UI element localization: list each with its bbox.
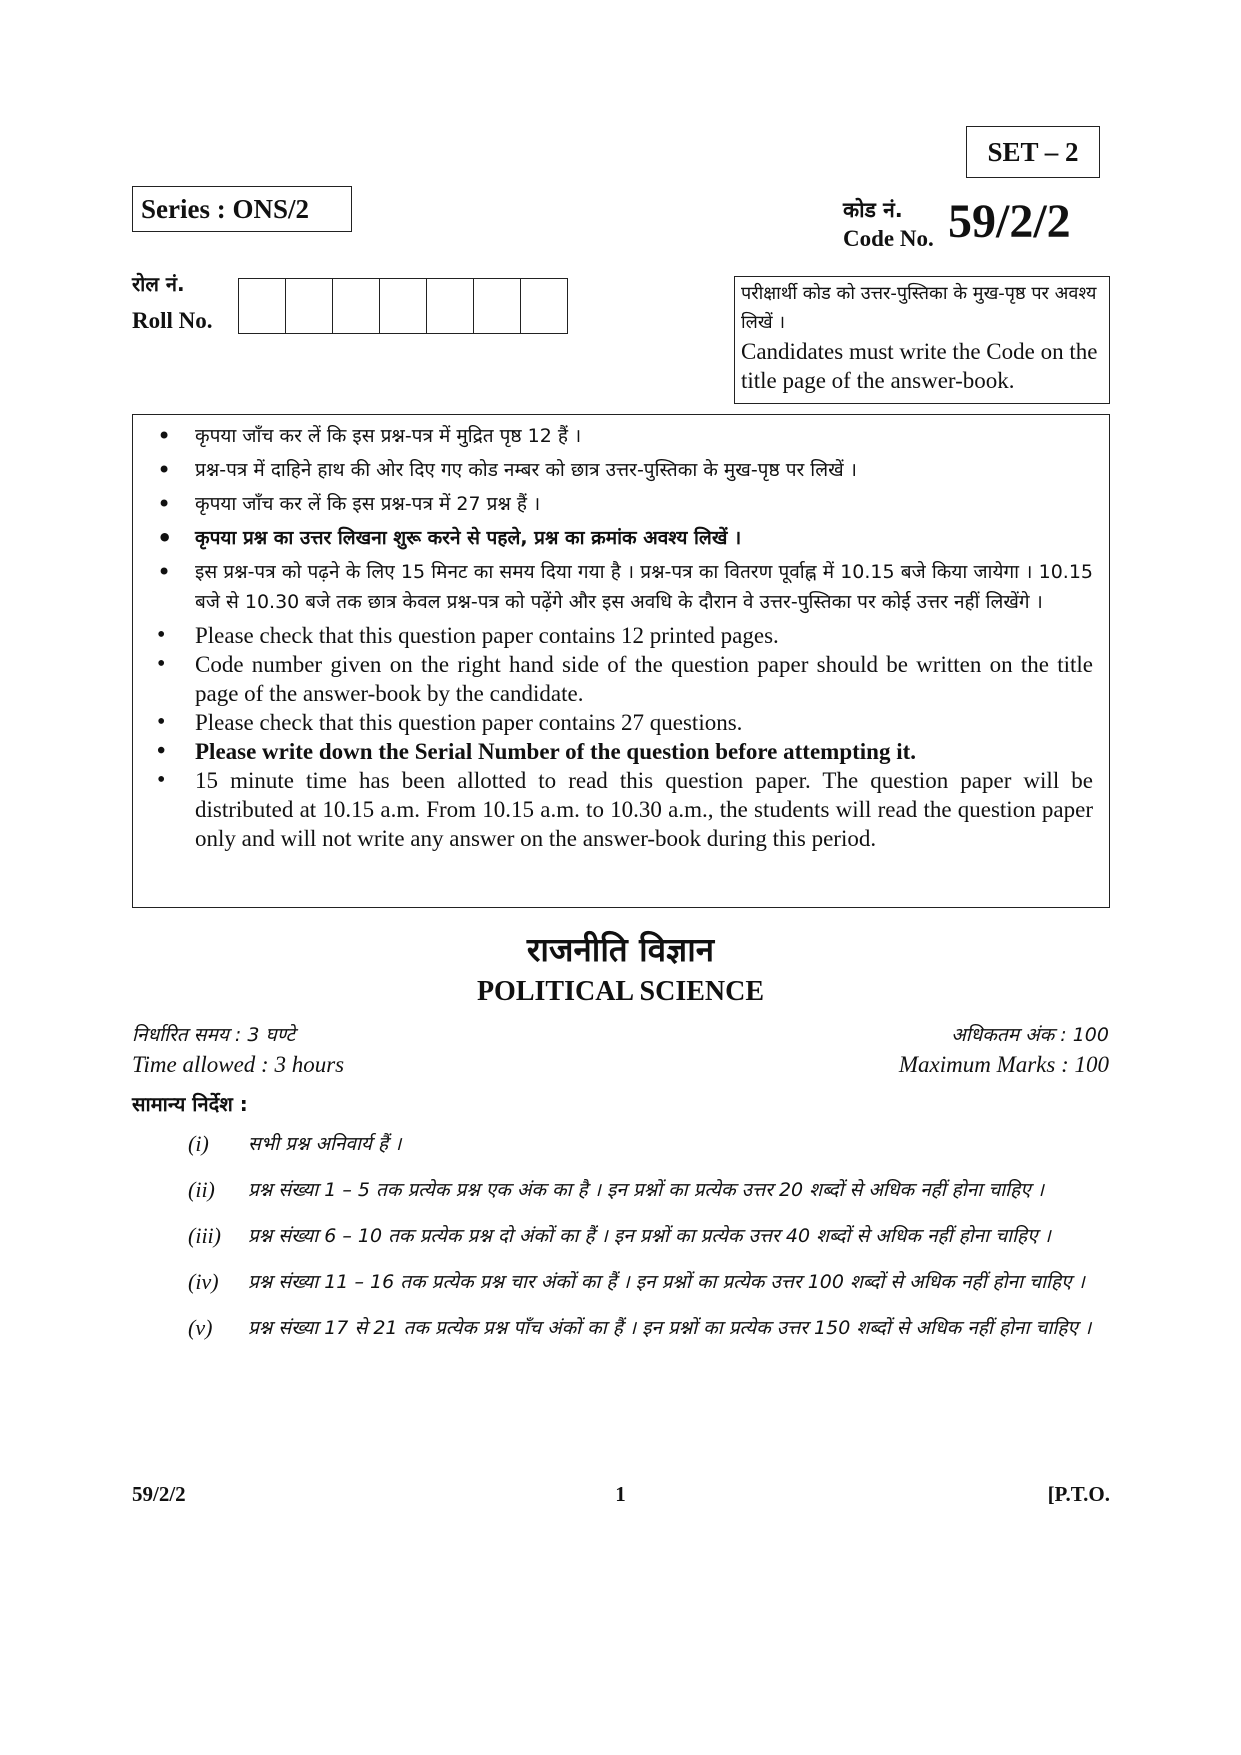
instruction-item: • कृपया जाँच कर लें कि इस प्रश्न-पत्र में मुद्रित पृष्ठ 12 हैं । — [149, 421, 1093, 451]
roll-number-cell[interactable] — [286, 279, 333, 333]
subject-title-hindi: राजनीति विज्ञान — [526, 930, 715, 969]
time-allowed-hindi: निर्धारित समय : 3 घण्टे — [132, 1024, 296, 1046]
subject-title-english: POLITICAL SCIENCE — [476, 976, 765, 1007]
general-instruction-item — [188, 1266, 1110, 1298]
general-instruction-item — [188, 1128, 1110, 1160]
code-label-hindi: कोड नं. — [843, 198, 903, 222]
instruction-item: • Please check that this question paper contains 27 questions. — [149, 708, 1093, 737]
instruction-item: • Please check that this question paper contains 12 printed pages. — [149, 621, 1093, 650]
max-marks-english: Maximum Marks : 100 — [898, 1052, 1109, 1077]
general-instructions-list — [188, 1128, 1110, 1358]
roll-label-hindi: रोल नं. — [132, 272, 185, 296]
general-instruction-number: (i) — [188, 1131, 209, 1156]
candidate-note-box — [734, 276, 1110, 404]
general-instruction-text: सभी प्रश्न अनिवार्य हैं । — [248, 1133, 402, 1155]
general-instruction-text: प्रश्न संख्या 17 से 21 तक प्रत्येक प्रश्न पाँच अंकों का हैं । इन प्रश्नों का प्रत्येक उत्तर 150 शब्दों से अधिक नहीं होना चाहिए । — [248, 1317, 1092, 1339]
roll-number-cell[interactable] — [521, 279, 568, 333]
code-number: 59/2/2 — [948, 195, 1071, 248]
instruction-item: • प्रश्न-पत्र में दाहिने हाथ की ओर दिए गए कोड नम्बर को छात्र उत्तर-पुस्तिका के मुख-पृष्ठ पर लिखें । — [149, 455, 1093, 485]
instruction-item: • कृपया प्रश्न का उत्तर लिखना शुरू करने से पहले, प्रश्न का क्रमांक अवश्य लिखें । — [149, 523, 1093, 553]
max-marks-hindi: अधिकतम अंक : 100 — [951, 1024, 1109, 1046]
general-instruction-number: (iii) — [188, 1223, 221, 1248]
instruction-item: • कृपया जाँच कर लें कि इस प्रश्न-पत्र में 27 प्रश्न हैं । — [149, 489, 1093, 519]
roll-number-cell[interactable] — [239, 279, 286, 333]
instruction-item: • Code number given on the right hand side of the question paper should be written on the title page of the answer-book by the candidate. — [149, 650, 1093, 708]
instructions-box — [132, 414, 1110, 908]
set-label: SET – 2 — [966, 126, 1100, 178]
roll-number-cell[interactable] — [474, 279, 521, 333]
candidate-note-english: Candidates must write the Code on the title page of the answer-book. — [741, 339, 1098, 393]
general-instruction-text: प्रश्न संख्या 11 – 16 तक प्रत्येक प्रश्न चार अंकों का हैं । इन प्रश्नों का प्रत्येक उत्तर 100 शब्दों से अधिक नहीं होना चाहिए । — [248, 1271, 1085, 1293]
roll-number-cell[interactable] — [380, 279, 427, 333]
instruction-item: • इस प्रश्न-पत्र को पढ़ने के लिए 15 मिनट का समय दिया गया है । प्रश्न-पत्र का वितरण पूर्वाह्न में 10.15 बजे किया जायेगा । 10.15 बजे से 10.30 बजे तक छात्र केवल प्रश्न-पत्र को पढ़ेंगे और इस अवधि के दौरान वे उत्तर-पुस्तिका पर कोई उत्तर नहीं लिखेंगे । — [149, 557, 1093, 617]
page-number: 1 — [615, 1482, 626, 1506]
general-instruction-item — [188, 1312, 1110, 1344]
general-instruction-item — [188, 1174, 1110, 1206]
pto-label: [P.T.O. — [1047, 1482, 1110, 1506]
general-instruction-text: प्रश्न संख्या 1 – 5 तक प्रत्येक प्रश्न एक अंक का है । इन प्रश्नों का प्रत्येक उत्तर 20 शब्दों से अधिक नहीं होना चाहिए । — [248, 1179, 1044, 1201]
roll-label-english: Roll No. — [132, 308, 213, 333]
footer-code: 59/2/2 — [132, 1482, 186, 1506]
general-instructions-heading: सामान्य निर्देश : — [132, 1092, 248, 1116]
roll-number-cell[interactable] — [333, 279, 380, 333]
code-label-english: Code No. — [843, 226, 934, 251]
general-instruction-number: (ii) — [188, 1177, 215, 1202]
instruction-item: • Please write down the Serial Number of the question before attempting it. — [149, 737, 1093, 766]
general-instruction-text: प्रश्न संख्या 6 – 10 तक प्रत्येक प्रश्न दो अंकों का हैं । इन प्रश्नों का प्रत्येक उत्तर 40 शब्दों से अधिक नहीं होना चाहिए । — [248, 1225, 1051, 1247]
roll-number-cell[interactable] — [427, 279, 474, 333]
general-instruction-item — [188, 1220, 1110, 1252]
general-instruction-number: (v) — [188, 1315, 213, 1340]
instructions-list — [149, 421, 1093, 853]
general-instruction-number: (iv) — [188, 1269, 219, 1294]
candidate-note-hindi: परीक्षार्थी कोड को उत्तर-पुस्तिका के मुख-पृष्ठ पर अवश्य लिखें । — [741, 283, 1097, 333]
instruction-item: • 15 minute time has been allotted to read this question paper. The question paper will be distributed at 10.15 a.m. From 10.15 a.m. to 10.30 a.m., the students will read the question paper only and will not write any answer on the answer-book during this period. — [149, 766, 1093, 853]
roll-number-boxes[interactable] — [238, 278, 568, 334]
time-allowed-english: Time allowed : 3 hours — [132, 1052, 345, 1077]
series-label: Series : ONS/2 — [132, 186, 352, 232]
